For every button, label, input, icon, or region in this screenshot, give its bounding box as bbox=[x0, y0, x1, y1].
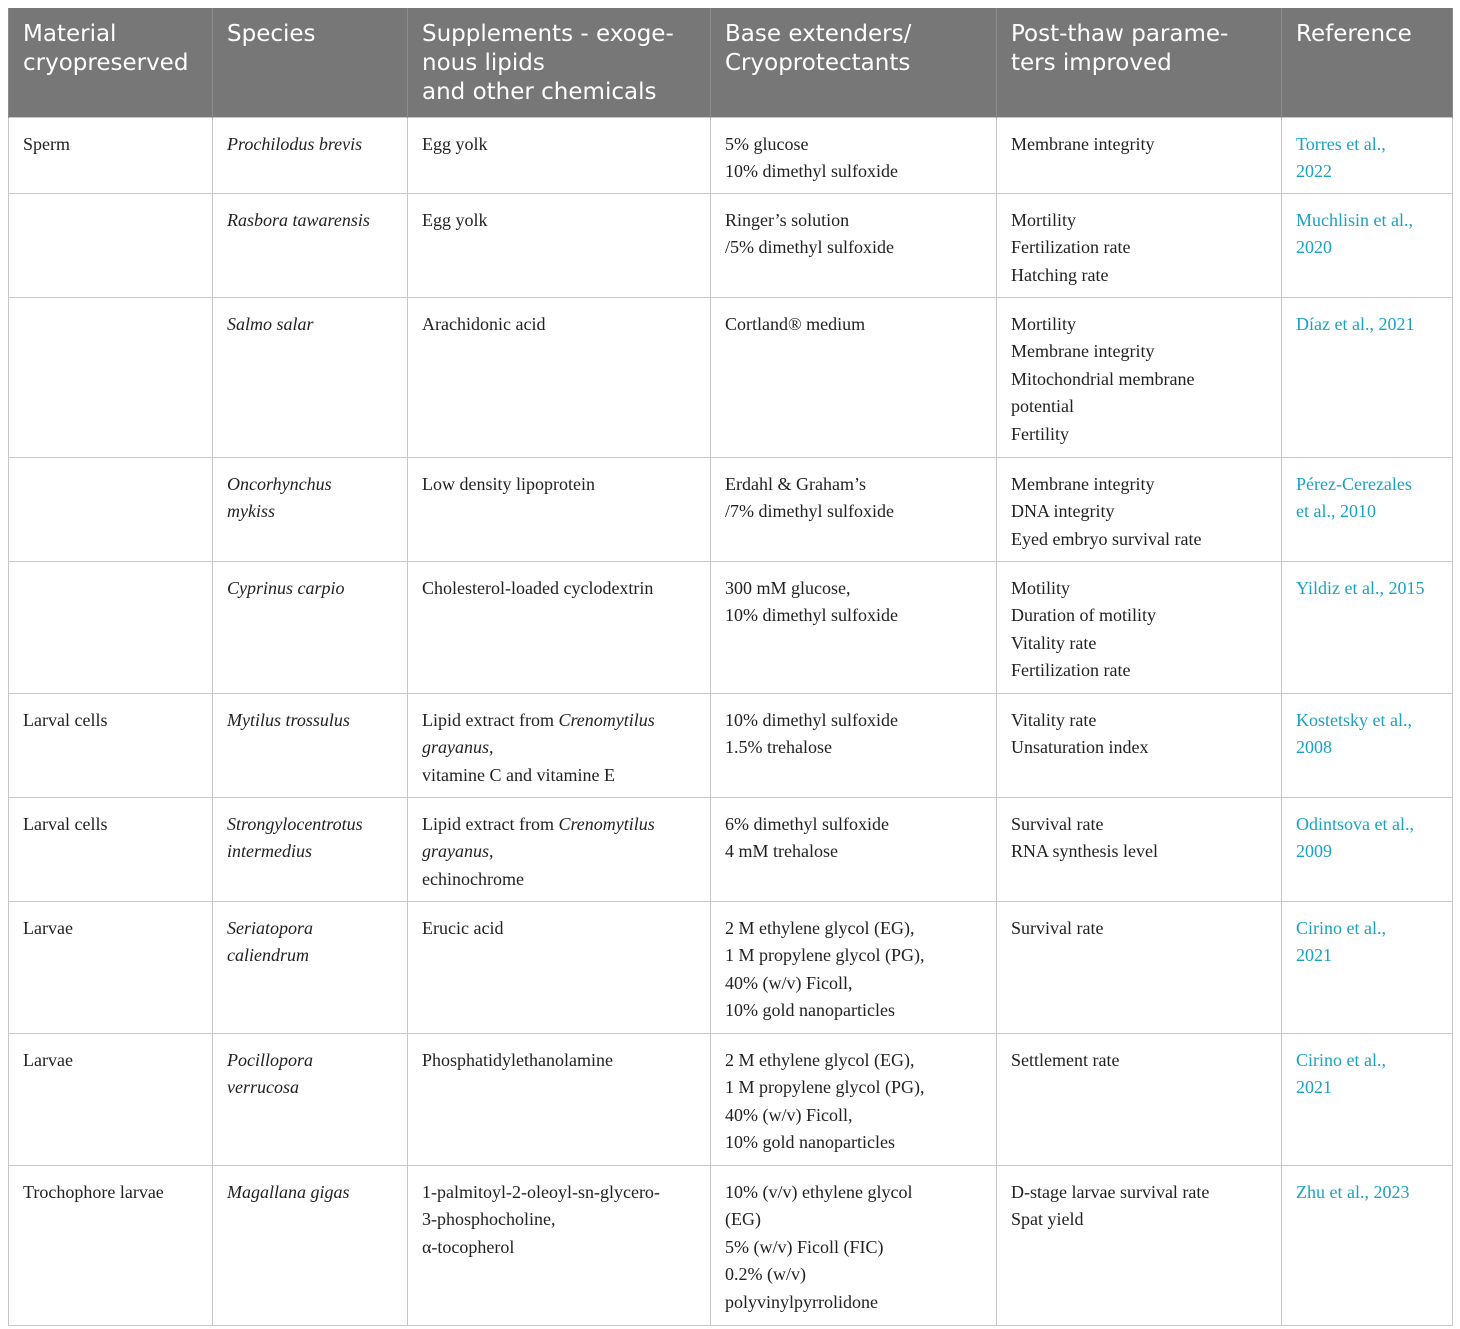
supplements-cell-line bbox=[422, 734, 696, 762]
parameters-cell-line: DNA integrity bbox=[1011, 501, 1115, 522]
species-cell-line: mykiss bbox=[227, 501, 275, 522]
supplements-cell bbox=[408, 457, 711, 561]
extenders-cell bbox=[711, 561, 997, 693]
header-reference: Reference bbox=[1282, 8, 1453, 117]
extenders-cell-line: 4 mM trehalose bbox=[725, 841, 838, 862]
supplements-cell-line bbox=[422, 1047, 696, 1075]
supplements-text: Phosphatidylethanolamine bbox=[422, 1049, 613, 1070]
extenders-cell-line: 300 mM glucose, bbox=[725, 577, 851, 598]
species-cell-line: Salmo salar bbox=[227, 313, 314, 334]
extenders-cell-line: Cortland® medium bbox=[725, 313, 866, 334]
species-cell-line: Magallana gigas bbox=[227, 1181, 350, 1202]
extenders-cell bbox=[711, 1165, 997, 1325]
reference-link[interactable] bbox=[1282, 1033, 1453, 1165]
material-cell bbox=[9, 1165, 213, 1325]
supplements-cell-line bbox=[422, 915, 696, 943]
extenders-cell-line: /7% dimethyl sulfoxide bbox=[725, 501, 894, 522]
parameters-cell-line: Fertilization rate bbox=[1011, 237, 1131, 258]
species-cell bbox=[213, 1165, 408, 1325]
reference-link[interactable] bbox=[1282, 457, 1453, 561]
material-cell bbox=[9, 1033, 213, 1165]
parameters-cell-line: Hatching rate bbox=[1011, 264, 1109, 285]
supplements-cell bbox=[408, 797, 711, 901]
supplements-cell bbox=[408, 901, 711, 1033]
material-cell-line: Larval cells bbox=[23, 813, 108, 834]
extenders-cell bbox=[711, 117, 997, 193]
supplements-cell-line bbox=[422, 838, 696, 866]
supplements-cell bbox=[408, 297, 711, 457]
supplements-cell-line bbox=[422, 1179, 696, 1207]
species-cell-line: Cyprinus carpio bbox=[227, 577, 345, 598]
supplements-text: 1-palmitoyl-2-oleoyl-sn-glycero- bbox=[422, 1181, 660, 1202]
supplements-cell-line bbox=[422, 762, 696, 790]
parameters-cell bbox=[997, 797, 1282, 901]
table-body bbox=[9, 117, 1453, 1325]
supplements-cell-line bbox=[422, 575, 696, 603]
reference-link-line[interactable]: Muchlisin et al., bbox=[1296, 209, 1413, 230]
extenders-cell-line: 40% (w/v) Ficoll, bbox=[725, 1104, 853, 1125]
material-cell bbox=[9, 693, 213, 797]
table-row bbox=[9, 457, 1453, 561]
parameters-cell-line: Vitality rate bbox=[1011, 632, 1097, 653]
supplements-text: Egg yolk bbox=[422, 209, 488, 230]
parameters-cell bbox=[997, 1165, 1282, 1325]
reference-link-line[interactable]: Pérez-Cerezales bbox=[1296, 473, 1412, 494]
table-row bbox=[9, 901, 1453, 1033]
extenders-cell-line: 1 M propylene glycol (PG), bbox=[725, 945, 925, 966]
header-supplements: Supplements - exoge- nous lipids and other chemicals bbox=[408, 8, 711, 117]
parameters-cell bbox=[997, 901, 1282, 1033]
extenders-cell bbox=[711, 193, 997, 297]
reference-link[interactable] bbox=[1282, 561, 1453, 693]
supplements-text: , bbox=[489, 841, 494, 862]
extenders-cell bbox=[711, 297, 997, 457]
parameters-cell bbox=[997, 117, 1282, 193]
species-cell bbox=[213, 901, 408, 1033]
parameters-cell-line: D-stage larvae survival rate bbox=[1011, 1181, 1210, 1202]
supplements-cell-line bbox=[422, 866, 696, 894]
parameters-cell-line: Mitochondrial membrane bbox=[1011, 368, 1195, 389]
supplements-text: Low density lipoprotein bbox=[422, 473, 595, 494]
parameters-cell-line: Membrane integrity bbox=[1011, 133, 1155, 154]
supplements-cell bbox=[408, 561, 711, 693]
material-cell bbox=[9, 901, 213, 1033]
cryopreservation-table bbox=[8, 8, 1453, 1326]
parameters-cell-line: potential bbox=[1011, 396, 1074, 417]
supplements-text: α-tocopherol bbox=[422, 1236, 515, 1257]
supplements-text: grayanus bbox=[422, 841, 489, 862]
extenders-cell bbox=[711, 797, 997, 901]
extenders-cell-line: 10% gold nanoparticles bbox=[725, 1000, 895, 1021]
parameters-cell-line: Duration of motility bbox=[1011, 605, 1156, 626]
supplements-text: , bbox=[489, 737, 494, 758]
material-cell bbox=[9, 457, 213, 561]
species-cell-line: verrucosa bbox=[227, 1077, 299, 1098]
supplements-cell bbox=[408, 193, 711, 297]
supplements-cell-line bbox=[422, 131, 696, 159]
extenders-cell-line: (EG) bbox=[725, 1209, 761, 1230]
table-row bbox=[9, 797, 1453, 901]
extenders-cell bbox=[711, 1033, 997, 1165]
reference-link-line[interactable]: Zhu et al., 2023 bbox=[1296, 1181, 1410, 1202]
extenders-cell bbox=[711, 901, 997, 1033]
material-cell-line: Larvae bbox=[23, 917, 73, 938]
extenders-cell-line: 10% (v/v) ethylene glycol bbox=[725, 1181, 913, 1202]
table-row bbox=[9, 1033, 1453, 1165]
species-cell-line: Pocillopora bbox=[227, 1049, 313, 1070]
supplements-cell-line bbox=[422, 707, 696, 735]
species-cell bbox=[213, 117, 408, 193]
material-cell-line: Trochophore larvae bbox=[23, 1181, 164, 1202]
reference-link-line[interactable]: Torres et al., bbox=[1296, 133, 1386, 154]
parameters-cell bbox=[997, 561, 1282, 693]
parameters-cell-line: Spat yield bbox=[1011, 1209, 1084, 1230]
table-container bbox=[8, 8, 1453, 1326]
reference-link-line[interactable]: 2022 bbox=[1296, 161, 1332, 182]
reference-link[interactable] bbox=[1282, 297, 1453, 457]
reference-link-line[interactable]: et al., 2010 bbox=[1296, 501, 1376, 522]
material-cell bbox=[9, 117, 213, 193]
parameters-cell-line: Settlement rate bbox=[1011, 1049, 1120, 1070]
table-row bbox=[9, 117, 1453, 193]
extenders-cell-line: polyvinylpyrrolidone bbox=[725, 1291, 878, 1312]
reference-link-line[interactable]: 2008 bbox=[1296, 737, 1332, 758]
reference-link-line[interactable]: Yildiz et al., 2015 bbox=[1296, 577, 1425, 598]
reference-link-line[interactable]: 2021 bbox=[1296, 1077, 1332, 1098]
supplements-cell bbox=[408, 1033, 711, 1165]
supplements-text: grayanus bbox=[422, 737, 489, 758]
parameters-cell-line: Survival rate bbox=[1011, 917, 1104, 938]
parameters-cell-line: Eyed embryo survival rate bbox=[1011, 528, 1202, 549]
material-cell bbox=[9, 561, 213, 693]
species-cell bbox=[213, 297, 408, 457]
parameters-cell bbox=[997, 193, 1282, 297]
reference-link[interactable] bbox=[1282, 797, 1453, 901]
extenders-cell-line: 10% gold nanoparticles bbox=[725, 1132, 895, 1153]
species-cell-line: Strongylocentrotus bbox=[227, 813, 363, 834]
supplements-text: Lipid extract from bbox=[422, 709, 559, 730]
supplements-text: Crenomytilus bbox=[558, 813, 655, 834]
extenders-cell-line: 10% dimethyl sulfoxide bbox=[725, 605, 898, 626]
extenders-cell-line: 10% dimethyl sulfoxide bbox=[725, 709, 898, 730]
parameters-cell-line: Membrane integrity bbox=[1011, 341, 1155, 362]
parameters-cell-line: Motility bbox=[1011, 577, 1071, 598]
reference-link-line[interactable]: Odintsova et al., bbox=[1296, 813, 1414, 834]
material-cell bbox=[9, 297, 213, 457]
table-row bbox=[9, 297, 1453, 457]
reference-link[interactable] bbox=[1282, 901, 1453, 1033]
parameters-cell-line: Mortility bbox=[1011, 209, 1077, 230]
supplements-cell-line bbox=[422, 1206, 696, 1234]
extenders-cell bbox=[711, 693, 997, 797]
reference-link-line[interactable]: Cirino et al., bbox=[1296, 1049, 1386, 1070]
species-cell bbox=[213, 1033, 408, 1165]
extenders-cell-line: 1 M propylene glycol (PG), bbox=[725, 1077, 925, 1098]
species-cell-line: Prochilodus brevis bbox=[227, 133, 363, 154]
species-cell bbox=[213, 457, 408, 561]
supplements-text: Cholesterol-loaded cyclodextrin bbox=[422, 577, 654, 598]
species-cell-line: Oncorhynchus bbox=[227, 473, 332, 494]
extenders-cell-line: 2 M ethylene glycol (EG), bbox=[725, 917, 915, 938]
parameters-cell bbox=[997, 297, 1282, 457]
reference-link-line[interactable]: 2020 bbox=[1296, 237, 1332, 258]
extenders-cell-line: 2 M ethylene glycol (EG), bbox=[725, 1049, 915, 1070]
species-cell-line: Mytilus trossulus bbox=[227, 709, 350, 730]
supplements-cell bbox=[408, 117, 711, 193]
extenders-cell-line: 5% glucose bbox=[725, 133, 809, 154]
parameters-cell-line: RNA synthesis level bbox=[1011, 841, 1158, 862]
extenders-cell-line: 6% dimethyl sulfoxide bbox=[725, 813, 889, 834]
supplements-text: Lipid extract from bbox=[422, 813, 559, 834]
parameters-cell-line: Unsaturation index bbox=[1011, 737, 1149, 758]
table-row bbox=[9, 693, 1453, 797]
extenders-cell bbox=[711, 457, 997, 561]
header-species: Species bbox=[213, 8, 408, 117]
parameters-cell-line: Survival rate bbox=[1011, 813, 1104, 834]
extenders-cell-line: 1.5% trehalose bbox=[725, 737, 832, 758]
reference-link-line[interactable]: Cirino et al., bbox=[1296, 917, 1386, 938]
parameters-cell-line: Vitality rate bbox=[1011, 709, 1097, 730]
parameters-cell-line: Mortility bbox=[1011, 313, 1077, 334]
supplements-text: echinochrome bbox=[422, 868, 524, 889]
table-row bbox=[9, 193, 1453, 297]
supplements-cell bbox=[408, 1165, 711, 1325]
header-material: Material cryopreserved bbox=[9, 8, 213, 117]
supplements-text: Arachidonic acid bbox=[422, 313, 546, 334]
species-cell-line: intermedius bbox=[227, 841, 312, 862]
header-extenders: Base extenders/ Cryoprotectants bbox=[711, 8, 997, 117]
reference-link-line[interactable]: Díaz et al., 2021 bbox=[1296, 313, 1415, 334]
material-cell-line: Larvae bbox=[23, 1049, 73, 1070]
supplements-text: Crenomytilus bbox=[558, 709, 655, 730]
species-cell bbox=[213, 561, 408, 693]
reference-link[interactable] bbox=[1282, 1165, 1453, 1325]
reference-link[interactable] bbox=[1282, 693, 1453, 797]
extenders-cell-line: 40% (w/v) Ficoll, bbox=[725, 972, 853, 993]
supplements-cell-line bbox=[422, 207, 696, 235]
reference-link[interactable] bbox=[1282, 117, 1453, 193]
extenders-cell-line: Ringer’s solution bbox=[725, 209, 850, 230]
parameters-cell bbox=[997, 1033, 1282, 1165]
species-cell bbox=[213, 797, 408, 901]
material-cell-line: Larval cells bbox=[23, 709, 108, 730]
header-row bbox=[9, 8, 1453, 117]
reference-link-line[interactable]: 2021 bbox=[1296, 945, 1332, 966]
supplements-cell-line bbox=[422, 1234, 696, 1262]
supplements-text: Erucic acid bbox=[422, 917, 504, 938]
material-cell bbox=[9, 797, 213, 901]
extenders-cell-line: 5% (w/v) Ficoll (FIC) bbox=[725, 1236, 884, 1257]
table-row bbox=[9, 561, 1453, 693]
reference-link-line[interactable]: 2009 bbox=[1296, 841, 1332, 862]
parameters-cell bbox=[997, 693, 1282, 797]
header-parameters: Post-thaw parame- ters improved bbox=[997, 8, 1282, 117]
species-cell-line: Seriatopora bbox=[227, 917, 314, 938]
extenders-cell-line: 10% dimethyl sulfoxide bbox=[725, 161, 898, 182]
parameters-cell-line: Fertility bbox=[1011, 423, 1069, 444]
extenders-cell-line: 0.2% (w/v) bbox=[725, 1264, 806, 1285]
material-cell bbox=[9, 193, 213, 297]
extenders-cell-line: Erdahl & Graham’s bbox=[725, 473, 866, 494]
parameters-cell-line: Membrane integrity bbox=[1011, 473, 1155, 494]
reference-link-line[interactable]: Kostetsky et al., bbox=[1296, 709, 1412, 730]
supplements-cell-line bbox=[422, 471, 696, 499]
species-cell-line: caliendrum bbox=[227, 945, 309, 966]
species-cell-line: Rasbora tawarensis bbox=[227, 209, 370, 230]
supplements-cell-line bbox=[422, 311, 696, 339]
parameters-cell bbox=[997, 457, 1282, 561]
parameters-cell-line: Fertilization rate bbox=[1011, 660, 1131, 681]
supplements-cell bbox=[408, 693, 711, 797]
supplements-text: 3-phosphocholine, bbox=[422, 1209, 556, 1230]
supplements-text: vitamine C and vitamine E bbox=[422, 764, 615, 785]
material-cell-line: Sperm bbox=[23, 133, 70, 154]
species-cell bbox=[213, 693, 408, 797]
table-row bbox=[9, 1165, 1453, 1325]
reference-link[interactable] bbox=[1282, 193, 1453, 297]
extenders-cell-line: /5% dimethyl sulfoxide bbox=[725, 237, 894, 258]
species-cell bbox=[213, 193, 408, 297]
supplements-text: Egg yolk bbox=[422, 133, 488, 154]
supplements-cell-line bbox=[422, 811, 696, 839]
